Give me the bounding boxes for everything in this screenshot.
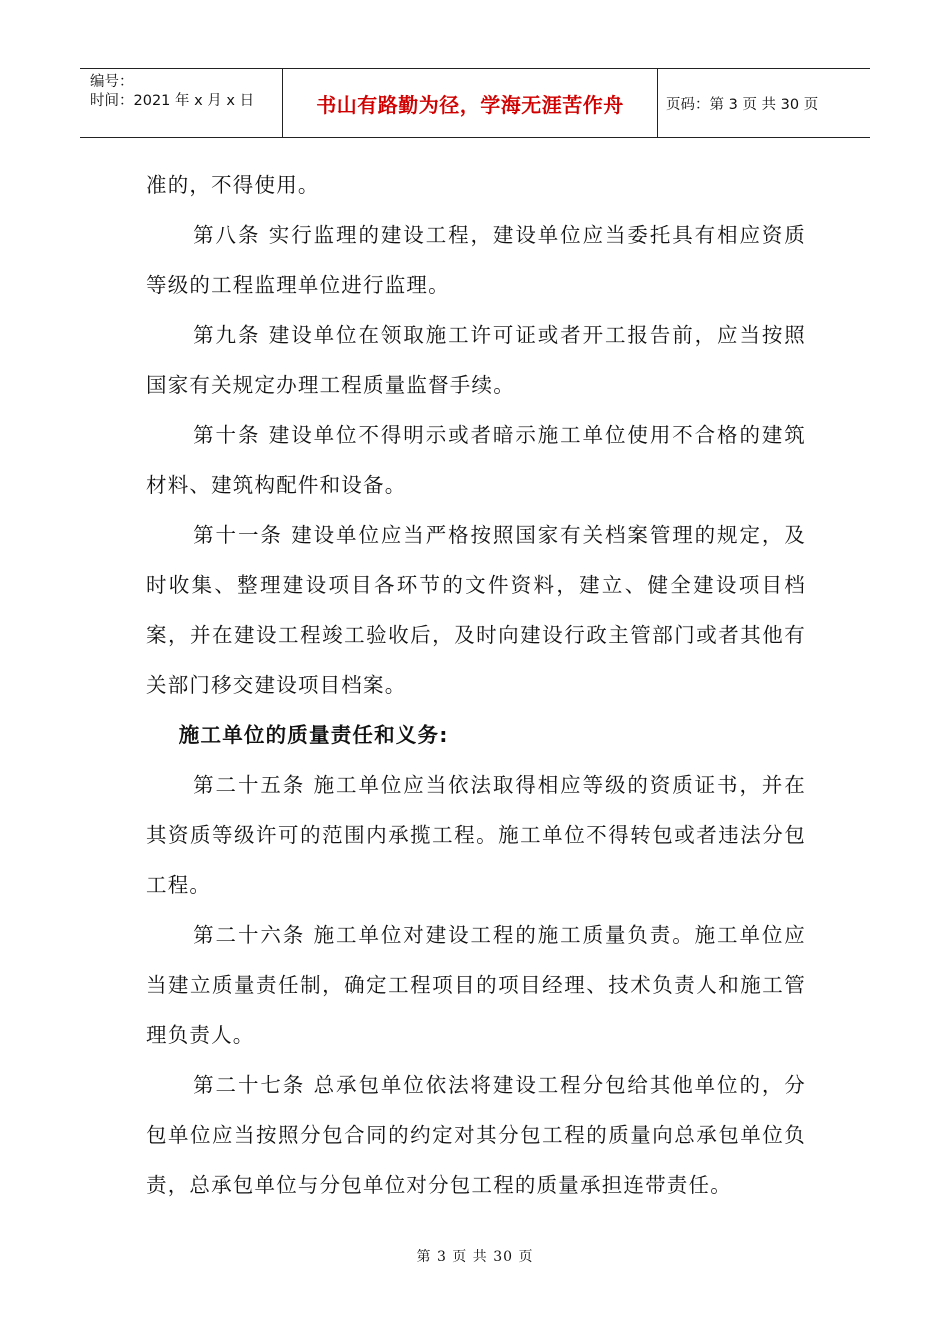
article-8: 第八条 实行监理的建设工程，建设单位应当委托具有相应资质等级的工程监理单位进行监理。 xyxy=(146,223,806,297)
article-26: 第二十六条 施工单位对建设工程的施工质量负责。施工单位应当建立质量责任制，确定工程项目的项目经理、技术负责人和施工管理负责人。 xyxy=(146,923,806,1047)
paragraph-continuation: 准的，不得使用。 xyxy=(146,173,320,197)
header-meta xyxy=(80,69,283,137)
article-25: 第二十五条 施工单位应当依法取得相应等级的资质证书，并在其资质等级许可的范围内承揽工程。施工单位不得转包或者违法分包工程。 xyxy=(146,773,806,897)
serial-label: 编号： xyxy=(90,74,134,90)
header-motto: 书山有路勤为径，学海无涯苦作舟 xyxy=(283,69,658,137)
article-9: 第九条 建设单位在领取施工许可证或者开工报告前，应当按照国家有关规定办理工程质量监督手续。 xyxy=(146,323,806,397)
page-footer: 第 3 页 共 30 页 xyxy=(416,1249,534,1265)
article-11: 第十一条 建设单位应当严格按照国家有关档案管理的规定，及时收集、整理建设项目各环节的文件资料，建立、健全建设项目档案，并在建设工程竣工验收后，及时向建设行政主管部门或者其他有关部门移交建设项目档案。 xyxy=(146,523,806,697)
section-heading: 施工单位的质量责任和义务: xyxy=(178,723,449,747)
page-header xyxy=(80,68,870,138)
article-10: 第十条 建设单位不得明示或者暗示施工单位使用不合格的建筑材料、建筑构配件和设备。 xyxy=(146,423,806,497)
date-label: 时间：2021 年 x 月 x 日 xyxy=(90,93,255,109)
article-27: 第二十七条 总承包单位依法将建设工程分包给其他单位的，分包单位应当按照分包合同的约定对其分包工程的质量向总承包单位负责，总承包单位与分包单位对分包工程的质量承担连带责任。 xyxy=(146,1073,806,1197)
header-page-info: 页码：第 3 页 共 30 页 xyxy=(666,96,819,113)
document-body xyxy=(146,160,806,1210)
